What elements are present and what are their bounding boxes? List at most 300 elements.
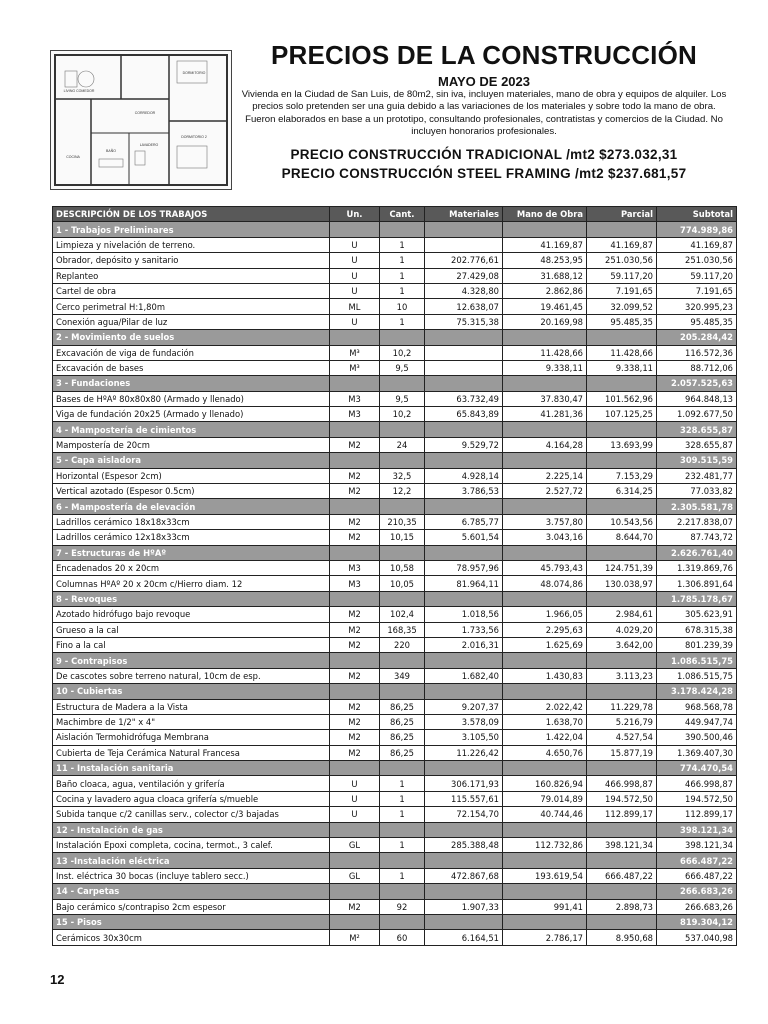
item-materials <box>425 237 503 252</box>
page-number: 12 <box>50 972 65 987</box>
category-name: 2 - Movimiento de suelos <box>53 330 330 345</box>
category-name: 3 - Fundaciones <box>53 376 330 391</box>
item-unit: U <box>330 283 380 298</box>
empty-cell <box>380 884 425 899</box>
item-description: Ladrillos cerámico 12x18x33cm <box>53 530 330 545</box>
item-unit: M³ <box>330 345 380 360</box>
item-partial: 3.642,00 <box>587 637 657 652</box>
item-unit: U <box>330 268 380 283</box>
col-header-quantity: Cant. <box>380 207 425 222</box>
item-partial: 7.191,65 <box>587 283 657 298</box>
table-body <box>53 222 737 945</box>
item-description: Instalación Epoxi completa, cocina, termot., 3 calef. <box>53 838 330 853</box>
category-row <box>53 653 737 668</box>
item-subtotal: 968.568,78 <box>657 699 737 714</box>
empty-cell <box>587 222 657 237</box>
item-partial: 8.950,68 <box>587 930 657 945</box>
item-labor: 2.022,42 <box>503 699 587 714</box>
category-subtotal: 3.178.424,28 <box>657 684 737 699</box>
item-description: Cerámicos 30x30cm <box>53 930 330 945</box>
item-materials: 75.315,38 <box>425 314 503 329</box>
item-description: Obrador, depósito y sanitario <box>53 253 330 268</box>
empty-cell <box>330 822 380 837</box>
item-labor: 79.014,89 <box>503 791 587 806</box>
item-materials: 1.907,33 <box>425 899 503 914</box>
item-description: Viga de fundación 20x25 (Armado y llenado) <box>53 407 330 422</box>
col-header-description: DESCRIPCIÓN DE LOS TRABAJOS <box>53 207 330 222</box>
empty-cell <box>503 376 587 391</box>
empty-cell <box>330 591 380 606</box>
empty-cell <box>380 376 425 391</box>
item-partial: 194.572,50 <box>587 791 657 806</box>
empty-cell <box>587 822 657 837</box>
category-subtotal: 398.121,34 <box>657 822 737 837</box>
item-description: Encadenados 20 x 20cm <box>53 560 330 575</box>
item-row <box>53 576 737 591</box>
item-subtotal: 390.500,46 <box>657 730 737 745</box>
empty-cell <box>380 545 425 560</box>
item-row <box>53 360 737 375</box>
item-subtotal: 77.033,82 <box>657 484 737 499</box>
item-subtotal: 801.239,39 <box>657 637 737 652</box>
col-header-unit: Un. <box>330 207 380 222</box>
item-labor: 991,41 <box>503 899 587 914</box>
item-labor: 41.169,87 <box>503 237 587 252</box>
item-quantity: 24 <box>380 437 425 452</box>
item-row <box>53 391 737 406</box>
item-quantity: 10,05 <box>380 576 425 591</box>
item-quantity: 86,25 <box>380 714 425 729</box>
item-unit: M2 <box>330 530 380 545</box>
item-description: Excavación de viga de fundación <box>53 345 330 360</box>
price-steel-framing: PRECIO CONSTRUCCIÓN STEEL FRAMING /mt2 $237.681,57 <box>281 166 687 181</box>
room-label: COCINA <box>66 155 80 159</box>
category-name: 12 - Instalación de gas <box>53 822 330 837</box>
room-label: LIVING COMEDOR <box>63 89 95 93</box>
category-subtotal: 2.057.525,63 <box>657 376 737 391</box>
item-description: Cartel de obra <box>53 283 330 298</box>
item-description: Replanteo <box>53 268 330 283</box>
empty-cell <box>503 545 587 560</box>
item-row <box>53 299 737 314</box>
item-partial: 32.099,52 <box>587 299 657 314</box>
category-row <box>53 684 737 699</box>
item-description: Azotado hidrófugo bajo revoque <box>53 607 330 622</box>
page-title: PRECIOS DE LA CONSTRUCCIÓN <box>270 40 698 70</box>
price-traditional: PRECIO CONSTRUCCIÓN TRADICIONAL /mt2 $273.032,31 <box>290 147 678 162</box>
category-row <box>53 376 737 391</box>
item-unit: M2 <box>330 484 380 499</box>
item-quantity: 1 <box>380 791 425 806</box>
item-unit: M2 <box>330 437 380 452</box>
item-labor: 3.757,80 <box>503 514 587 529</box>
table-header-row <box>53 207 737 222</box>
item-labor: 45.793,43 <box>503 560 587 575</box>
item-quantity: 1 <box>380 807 425 822</box>
item-unit: M2 <box>330 730 380 745</box>
empty-cell <box>425 453 503 468</box>
item-description: Bajo cerámico s/contrapiso 2cm espesor <box>53 899 330 914</box>
empty-cell <box>425 499 503 514</box>
item-labor: 3.043,16 <box>503 530 587 545</box>
empty-cell <box>380 653 425 668</box>
empty-cell <box>587 545 657 560</box>
col-header-materials: Materiales <box>425 207 503 222</box>
item-materials: 9.529,72 <box>425 437 503 452</box>
item-quantity: 92 <box>380 899 425 914</box>
empty-cell <box>587 591 657 606</box>
item-row <box>53 899 737 914</box>
item-description: Cocina y lavadero agua cloaca grifería s/mueble <box>53 791 330 806</box>
item-subtotal: 88.712,06 <box>657 360 737 375</box>
item-description: De cascotes sobre terreno natural, 10cm de esp. <box>53 668 330 683</box>
item-row <box>53 791 737 806</box>
item-labor: 1.422,04 <box>503 730 587 745</box>
empty-cell <box>380 684 425 699</box>
empty-cell <box>380 914 425 929</box>
empty-cell <box>425 222 503 237</box>
empty-cell <box>503 653 587 668</box>
item-quantity: 1 <box>380 314 425 329</box>
item-labor: 4.650,76 <box>503 745 587 760</box>
item-quantity: 9,5 <box>380 391 425 406</box>
category-row <box>53 330 737 345</box>
item-description: Fino a la cal <box>53 637 330 652</box>
item-unit: M2 <box>330 637 380 652</box>
item-partial: 8.644,70 <box>587 530 657 545</box>
empty-cell <box>330 914 380 929</box>
item-materials: 1.682,40 <box>425 668 503 683</box>
item-subtotal: 1.092.677,50 <box>657 407 737 422</box>
item-labor: 20.169,98 <box>503 314 587 329</box>
item-row <box>53 314 737 329</box>
item-labor: 112.732,86 <box>503 838 587 853</box>
item-unit: M3 <box>330 560 380 575</box>
item-row <box>53 730 737 745</box>
item-materials: 78.957,96 <box>425 560 503 575</box>
item-subtotal: 194.572,50 <box>657 791 737 806</box>
category-row <box>53 822 737 837</box>
page-date: MAYO DE 2023 <box>437 74 530 89</box>
item-materials: 27.429,08 <box>425 268 503 283</box>
item-partial: 41.169,87 <box>587 237 657 252</box>
item-partial: 107.125,25 <box>587 407 657 422</box>
category-row <box>53 761 737 776</box>
item-description: Horizontal (Espesor 2cm) <box>53 468 330 483</box>
category-subtotal: 2.305.581,78 <box>657 499 737 514</box>
empty-cell <box>503 591 587 606</box>
empty-cell <box>587 499 657 514</box>
floorplan-image <box>50 50 232 190</box>
empty-cell <box>425 822 503 837</box>
empty-cell <box>503 761 587 776</box>
category-row <box>53 453 737 468</box>
price-table <box>52 206 737 946</box>
item-quantity: 1 <box>380 776 425 791</box>
item-partial: 251.030,56 <box>587 253 657 268</box>
empty-cell <box>587 684 657 699</box>
empty-cell <box>503 914 587 929</box>
category-name: 7 - Estructuras de HºAº <box>53 545 330 560</box>
item-materials: 115.557,61 <box>425 791 503 806</box>
item-quantity: 1 <box>380 253 425 268</box>
item-unit: M2 <box>330 468 380 483</box>
item-materials: 65.843,89 <box>425 407 503 422</box>
item-quantity: 1 <box>380 868 425 883</box>
item-labor: 2.862,86 <box>503 283 587 298</box>
item-partial: 6.314,25 <box>587 484 657 499</box>
empty-cell <box>380 453 425 468</box>
item-description: Mampostería de 20cm <box>53 437 330 452</box>
item-subtotal: 537.040,98 <box>657 930 737 945</box>
item-quantity: 220 <box>380 637 425 652</box>
empty-cell <box>425 376 503 391</box>
item-quantity: 86,25 <box>380 745 425 760</box>
category-subtotal: 1.086.515,75 <box>657 653 737 668</box>
item-partial: 2.898,73 <box>587 899 657 914</box>
item-quantity: 102,4 <box>380 607 425 622</box>
empty-cell <box>330 853 380 868</box>
category-subtotal: 1.785.178,67 <box>657 591 737 606</box>
empty-cell <box>587 761 657 776</box>
item-description: Estructura de Madera a la Vista <box>53 699 330 714</box>
empty-cell <box>330 684 380 699</box>
empty-cell <box>503 222 587 237</box>
empty-cell <box>425 591 503 606</box>
item-subtotal: 678.315,38 <box>657 622 737 637</box>
item-quantity: 1 <box>380 838 425 853</box>
item-description: Inst. eléctrica 30 bocas (incluye tablero secc.) <box>53 868 330 883</box>
empty-cell <box>503 330 587 345</box>
empty-cell <box>380 222 425 237</box>
item-unit: U <box>330 807 380 822</box>
item-row <box>53 622 737 637</box>
item-subtotal: 305.623,91 <box>657 607 737 622</box>
category-name: 13 -Instalación eléctrica <box>53 853 330 868</box>
item-partial: 398.121,34 <box>587 838 657 853</box>
item-materials: 81.964,11 <box>425 576 503 591</box>
item-partial: 101.562,96 <box>587 391 657 406</box>
item-labor: 4.164,28 <box>503 437 587 452</box>
item-labor: 1.966,05 <box>503 607 587 622</box>
item-row <box>53 345 737 360</box>
item-unit: M3 <box>330 576 380 591</box>
item-row <box>53 930 737 945</box>
empty-cell <box>587 914 657 929</box>
item-subtotal: 1.369.407,30 <box>657 745 737 760</box>
category-subtotal: 309.515,59 <box>657 453 737 468</box>
item-row <box>53 268 737 283</box>
item-materials: 5.601,54 <box>425 530 503 545</box>
item-materials: 4.928,14 <box>425 468 503 483</box>
empty-cell <box>425 914 503 929</box>
item-labor: 48.253,95 <box>503 253 587 268</box>
item-subtotal: 266.683,26 <box>657 899 737 914</box>
item-materials: 6.785,77 <box>425 514 503 529</box>
empty-cell <box>425 884 503 899</box>
room-label: DORMITORIO 2 <box>181 135 207 139</box>
item-description: Limpieza y nivelación de terreno. <box>53 237 330 252</box>
item-materials <box>425 360 503 375</box>
item-row <box>53 560 737 575</box>
item-partial: 10.543,56 <box>587 514 657 529</box>
item-unit: M3 <box>330 407 380 422</box>
item-partial: 4.527,54 <box>587 730 657 745</box>
item-row <box>53 530 737 545</box>
category-row <box>53 422 737 437</box>
category-name: 15 - Pisos <box>53 914 330 929</box>
item-subtotal: 87.743,72 <box>657 530 737 545</box>
item-description: Cubierta de Teja Cerámica Natural Francesa <box>53 745 330 760</box>
item-partial: 4.029,20 <box>587 622 657 637</box>
category-subtotal: 205.284,42 <box>657 330 737 345</box>
item-unit: M2 <box>330 745 380 760</box>
item-partial: 11.428,66 <box>587 345 657 360</box>
item-subtotal: 964.848,13 <box>657 391 737 406</box>
item-materials: 2.016,31 <box>425 637 503 652</box>
category-name: 9 - Contrapisos <box>53 653 330 668</box>
item-materials: 9.207,37 <box>425 699 503 714</box>
item-quantity: 1 <box>380 283 425 298</box>
item-row <box>53 468 737 483</box>
col-header-subtotal: Subtotal <box>657 207 737 222</box>
item-labor: 41.281,36 <box>503 407 587 422</box>
item-quantity: 10,2 <box>380 407 425 422</box>
item-quantity: 10,58 <box>380 560 425 575</box>
empty-cell <box>587 453 657 468</box>
empty-cell <box>380 822 425 837</box>
item-labor: 9.338,11 <box>503 360 587 375</box>
empty-cell <box>330 545 380 560</box>
item-subtotal: 328.655,87 <box>657 437 737 452</box>
item-row <box>53 607 737 622</box>
category-subtotal: 2.626.761,40 <box>657 545 737 560</box>
item-labor: 2.786,17 <box>503 930 587 945</box>
item-partial: 7.153,29 <box>587 468 657 483</box>
item-unit: U <box>330 791 380 806</box>
item-unit: U <box>330 253 380 268</box>
item-subtotal: 1.306.891,64 <box>657 576 737 591</box>
item-unit: GL <box>330 868 380 883</box>
category-name: 10 - Cubiertas <box>53 684 330 699</box>
category-name: 11 - Instalación sanitaria <box>53 761 330 776</box>
item-materials: 3.105,50 <box>425 730 503 745</box>
item-materials: 285.388,48 <box>425 838 503 853</box>
empty-cell <box>330 422 380 437</box>
item-subtotal: 116.572,36 <box>657 345 737 360</box>
item-subtotal: 95.485,35 <box>657 314 737 329</box>
item-row <box>53 807 737 822</box>
item-labor: 2.295,63 <box>503 622 587 637</box>
empty-cell <box>503 453 587 468</box>
item-unit: M2 <box>330 668 380 683</box>
item-subtotal: 466.998,87 <box>657 776 737 791</box>
category-subtotal: 666.487,22 <box>657 853 737 868</box>
item-description: Machimbre de 1/2" x 4" <box>53 714 330 729</box>
item-quantity: 168,35 <box>380 622 425 637</box>
empty-cell <box>330 761 380 776</box>
item-materials: 4.328,80 <box>425 283 503 298</box>
item-unit: M2 <box>330 622 380 637</box>
item-materials: 3.578,09 <box>425 714 503 729</box>
item-labor: 2.527,72 <box>503 484 587 499</box>
item-quantity: 10,2 <box>380 345 425 360</box>
empty-cell <box>425 684 503 699</box>
empty-cell <box>503 822 587 837</box>
item-subtotal: 7.191,65 <box>657 283 737 298</box>
item-row <box>53 407 737 422</box>
item-partial: 95.485,35 <box>587 314 657 329</box>
empty-cell <box>425 761 503 776</box>
item-subtotal: 320.995,23 <box>657 299 737 314</box>
item-subtotal: 251.030,56 <box>657 253 737 268</box>
item-unit: M3 <box>330 391 380 406</box>
item-materials: 1.018,56 <box>425 607 503 622</box>
item-description: Ladrillos cerámico 18x18x33cm <box>53 514 330 529</box>
item-partial: 466.998,87 <box>587 776 657 791</box>
empty-cell <box>330 330 380 345</box>
category-row <box>53 591 737 606</box>
empty-cell <box>380 330 425 345</box>
empty-cell <box>380 499 425 514</box>
item-quantity: 60 <box>380 930 425 945</box>
item-partial: 666.487,22 <box>587 868 657 883</box>
category-name: 14 - Carpetas <box>53 884 330 899</box>
empty-cell <box>425 422 503 437</box>
category-subtotal: 774.989,86 <box>657 222 737 237</box>
item-description: Conexión agua/Pilar de luz <box>53 314 330 329</box>
item-row <box>53 437 737 452</box>
item-quantity: 10,15 <box>380 530 425 545</box>
item-description: Subida tanque c/2 canillas serv., colector c/3 bajadas <box>53 807 330 822</box>
item-labor: 48.074,86 <box>503 576 587 591</box>
item-unit: M2 <box>330 714 380 729</box>
empty-cell <box>503 422 587 437</box>
empty-cell <box>503 884 587 899</box>
item-quantity: 86,25 <box>380 699 425 714</box>
room-label: DORMITORIO <box>182 71 206 75</box>
item-partial: 11.229,78 <box>587 699 657 714</box>
item-partial: 13.693,99 <box>587 437 657 452</box>
item-row <box>53 237 737 252</box>
empty-cell <box>380 591 425 606</box>
item-quantity: 1 <box>380 268 425 283</box>
item-unit: M2 <box>330 899 380 914</box>
category-subtotal: 819.304,12 <box>657 914 737 929</box>
item-labor: 37.830,47 <box>503 391 587 406</box>
category-row <box>53 545 737 560</box>
empty-cell <box>503 853 587 868</box>
col-header-labor: Mano de Obra <box>503 207 587 222</box>
item-unit: M³ <box>330 360 380 375</box>
category-row <box>53 499 737 514</box>
empty-cell <box>587 853 657 868</box>
item-partial: 130.038,97 <box>587 576 657 591</box>
item-unit: M² <box>330 930 380 945</box>
item-subtotal: 398.121,34 <box>657 838 737 853</box>
item-quantity: 32,5 <box>380 468 425 483</box>
empty-cell <box>587 884 657 899</box>
empty-cell <box>587 376 657 391</box>
item-subtotal: 112.899,17 <box>657 807 737 822</box>
room-label: BAÑO <box>106 149 116 153</box>
category-name: 1 - Trabajos Preliminares <box>53 222 330 237</box>
item-subtotal: 1.086.515,75 <box>657 668 737 683</box>
item-labor: 160.826,94 <box>503 776 587 791</box>
item-unit: U <box>330 314 380 329</box>
item-labor: 40.744,46 <box>503 807 587 822</box>
empty-cell <box>503 499 587 514</box>
